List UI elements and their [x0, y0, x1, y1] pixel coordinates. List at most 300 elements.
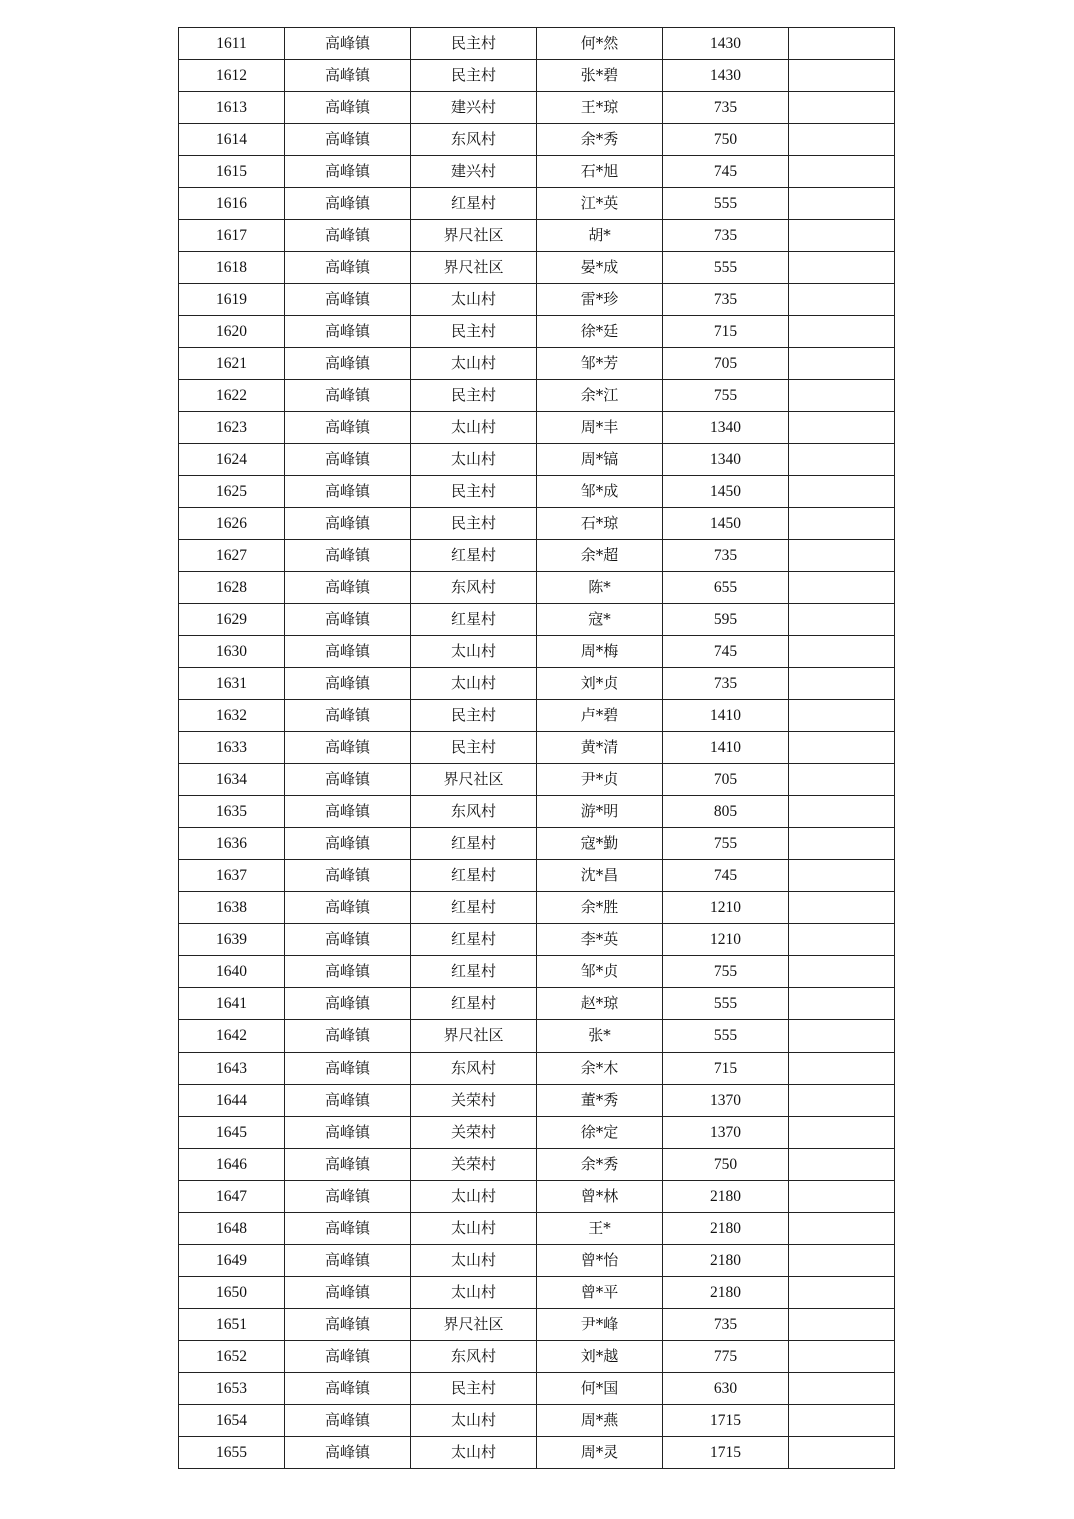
- table-row: [179, 28, 895, 60]
- note-cell: [789, 124, 895, 156]
- town-cell: 高峰镇: [285, 540, 411, 572]
- table-row: [179, 796, 895, 828]
- village-cell: 建兴村: [411, 92, 537, 124]
- amount-cell: 715: [663, 316, 789, 348]
- amount-cell: 555: [663, 988, 789, 1020]
- village-cell: 民主村: [411, 60, 537, 92]
- person-name-cell: 张*碧: [537, 60, 663, 92]
- village-cell: 民主村: [411, 28, 537, 60]
- note-cell: [789, 604, 895, 636]
- person-name-cell: 李*英: [537, 924, 663, 956]
- serial-number-cell: 1630: [179, 636, 285, 668]
- table-body: [179, 28, 895, 1469]
- town-cell: 高峰镇: [285, 316, 411, 348]
- town-cell: 高峰镇: [285, 1404, 411, 1436]
- serial-number-cell: 1635: [179, 796, 285, 828]
- table-row: [179, 92, 895, 124]
- village-cell: 关荣村: [411, 1148, 537, 1180]
- amount-cell: 1715: [663, 1404, 789, 1436]
- amount-cell: 755: [663, 956, 789, 988]
- village-cell: 建兴村: [411, 156, 537, 188]
- amount-cell: 1370: [663, 1116, 789, 1148]
- town-cell: 高峰镇: [285, 1148, 411, 1180]
- village-cell: 东风村: [411, 572, 537, 604]
- town-cell: 高峰镇: [285, 508, 411, 540]
- note-cell: [789, 700, 895, 732]
- village-cell: 红星村: [411, 828, 537, 860]
- amount-cell: 755: [663, 380, 789, 412]
- person-name-cell: 徐*廷: [537, 316, 663, 348]
- person-name-cell: 陈*: [537, 572, 663, 604]
- note-cell: [789, 412, 895, 444]
- serial-number-cell: 1652: [179, 1340, 285, 1372]
- person-name-cell: 周*燕: [537, 1404, 663, 1436]
- person-name-cell: 胡*: [537, 220, 663, 252]
- amount-cell: 750: [663, 124, 789, 156]
- note-cell: [789, 1308, 895, 1340]
- village-cell: 东风村: [411, 1340, 537, 1372]
- amount-cell: 750: [663, 1148, 789, 1180]
- village-cell: 红星村: [411, 604, 537, 636]
- village-cell: 关荣村: [411, 1084, 537, 1116]
- town-cell: 高峰镇: [285, 124, 411, 156]
- town-cell: 高峰镇: [285, 92, 411, 124]
- amount-cell: 705: [663, 764, 789, 796]
- village-cell: 界尺社区: [411, 252, 537, 284]
- serial-number-cell: 1647: [179, 1180, 285, 1212]
- serial-number-cell: 1643: [179, 1052, 285, 1084]
- town-cell: 高峰镇: [285, 732, 411, 764]
- person-name-cell: 周*丰: [537, 412, 663, 444]
- note-cell: [789, 220, 895, 252]
- amount-cell: 755: [663, 828, 789, 860]
- serial-number-cell: 1645: [179, 1116, 285, 1148]
- person-name-cell: 寇*勤: [537, 828, 663, 860]
- table-row: [179, 956, 895, 988]
- amount-cell: 735: [663, 540, 789, 572]
- table-row: [179, 828, 895, 860]
- amount-cell: 735: [663, 668, 789, 700]
- person-name-cell: 周*灵: [537, 1436, 663, 1468]
- note-cell: [789, 444, 895, 476]
- village-cell: 关荣村: [411, 1116, 537, 1148]
- serial-number-cell: 1641: [179, 988, 285, 1020]
- table-row: [179, 732, 895, 764]
- person-name-cell: 董*秀: [537, 1084, 663, 1116]
- table-row: [179, 508, 895, 540]
- serial-number-cell: 1638: [179, 892, 285, 924]
- note-cell: [789, 636, 895, 668]
- town-cell: 高峰镇: [285, 284, 411, 316]
- serial-number-cell: 1640: [179, 956, 285, 988]
- amount-cell: 630: [663, 1372, 789, 1404]
- town-cell: 高峰镇: [285, 412, 411, 444]
- note-cell: [789, 764, 895, 796]
- serial-number-cell: 1642: [179, 1020, 285, 1052]
- note-cell: [789, 1020, 895, 1052]
- table-row: [179, 1340, 895, 1372]
- table-row: [179, 380, 895, 412]
- table-row: [179, 1372, 895, 1404]
- table-row: [179, 252, 895, 284]
- amount-cell: 2180: [663, 1276, 789, 1308]
- village-cell: 界尺社区: [411, 764, 537, 796]
- note-cell: [789, 156, 895, 188]
- note-cell: [789, 1436, 895, 1468]
- town-cell: 高峰镇: [285, 1372, 411, 1404]
- note-cell: [789, 1276, 895, 1308]
- town-cell: 高峰镇: [285, 252, 411, 284]
- amount-cell: 1715: [663, 1436, 789, 1468]
- table-row: [179, 860, 895, 892]
- serial-number-cell: 1654: [179, 1404, 285, 1436]
- village-cell: 太山村: [411, 1212, 537, 1244]
- serial-number-cell: 1633: [179, 732, 285, 764]
- amount-cell: 745: [663, 860, 789, 892]
- village-cell: 太山村: [411, 1244, 537, 1276]
- person-name-cell: 卢*碧: [537, 700, 663, 732]
- serial-number-cell: 1632: [179, 700, 285, 732]
- table-row: [179, 1052, 895, 1084]
- table-row: [179, 188, 895, 220]
- table-row: [179, 476, 895, 508]
- table-row: [179, 1436, 895, 1468]
- amount-cell: 705: [663, 348, 789, 380]
- town-cell: 高峰镇: [285, 1244, 411, 1276]
- serial-number-cell: 1651: [179, 1308, 285, 1340]
- amount-cell: 595: [663, 604, 789, 636]
- serial-number-cell: 1649: [179, 1244, 285, 1276]
- town-cell: 高峰镇: [285, 1180, 411, 1212]
- serial-number-cell: 1613: [179, 92, 285, 124]
- person-name-cell: 晏*成: [537, 252, 663, 284]
- town-cell: 高峰镇: [285, 1084, 411, 1116]
- note-cell: [789, 476, 895, 508]
- person-name-cell: 江*英: [537, 188, 663, 220]
- amount-cell: 1210: [663, 892, 789, 924]
- table-row: [179, 572, 895, 604]
- amount-cell: 1430: [663, 60, 789, 92]
- person-name-cell: 邹*成: [537, 476, 663, 508]
- town-cell: 高峰镇: [285, 796, 411, 828]
- note-cell: [789, 956, 895, 988]
- note-cell: [789, 732, 895, 764]
- village-cell: 红星村: [411, 188, 537, 220]
- serial-number-cell: 1612: [179, 60, 285, 92]
- note-cell: [789, 1180, 895, 1212]
- note-cell: [789, 988, 895, 1020]
- town-cell: 高峰镇: [285, 572, 411, 604]
- note-cell: [789, 380, 895, 412]
- village-cell: 民主村: [411, 732, 537, 764]
- serial-number-cell: 1629: [179, 604, 285, 636]
- town-cell: 高峰镇: [285, 220, 411, 252]
- village-cell: 民主村: [411, 508, 537, 540]
- village-cell: 太山村: [411, 284, 537, 316]
- town-cell: 高峰镇: [285, 1340, 411, 1372]
- serial-number-cell: 1634: [179, 764, 285, 796]
- person-name-cell: 尹*贞: [537, 764, 663, 796]
- town-cell: 高峰镇: [285, 380, 411, 412]
- village-cell: 民主村: [411, 1372, 537, 1404]
- amount-cell: 1340: [663, 412, 789, 444]
- village-cell: 红星村: [411, 892, 537, 924]
- town-cell: 高峰镇: [285, 156, 411, 188]
- note-cell: [789, 828, 895, 860]
- table-row: [179, 1084, 895, 1116]
- table-row: [179, 60, 895, 92]
- table-row: [179, 764, 895, 796]
- town-cell: 高峰镇: [285, 860, 411, 892]
- amount-cell: 735: [663, 220, 789, 252]
- amount-cell: 655: [663, 572, 789, 604]
- town-cell: 高峰镇: [285, 1020, 411, 1052]
- town-cell: 高峰镇: [285, 1308, 411, 1340]
- note-cell: [789, 1212, 895, 1244]
- village-cell: 红星村: [411, 860, 537, 892]
- amount-cell: 2180: [663, 1244, 789, 1276]
- serial-number-cell: 1625: [179, 476, 285, 508]
- town-cell: 高峰镇: [285, 988, 411, 1020]
- person-name-cell: 寇*: [537, 604, 663, 636]
- note-cell: [789, 1148, 895, 1180]
- person-name-cell: 余*秀: [537, 1148, 663, 1180]
- amount-cell: 555: [663, 252, 789, 284]
- village-cell: 东风村: [411, 796, 537, 828]
- serial-number-cell: 1616: [179, 188, 285, 220]
- person-name-cell: 周*镐: [537, 444, 663, 476]
- village-cell: 民主村: [411, 316, 537, 348]
- amount-cell: 1210: [663, 924, 789, 956]
- table-row: [179, 444, 895, 476]
- amount-cell: 1370: [663, 1084, 789, 1116]
- table-row: [179, 348, 895, 380]
- serial-number-cell: 1615: [179, 156, 285, 188]
- town-cell: 高峰镇: [285, 28, 411, 60]
- village-cell: 东风村: [411, 124, 537, 156]
- table-row: [179, 988, 895, 1020]
- serial-number-cell: 1646: [179, 1148, 285, 1180]
- village-cell: 界尺社区: [411, 1020, 537, 1052]
- person-name-cell: 刘*贞: [537, 668, 663, 700]
- town-cell: 高峰镇: [285, 956, 411, 988]
- person-name-cell: 徐*定: [537, 1116, 663, 1148]
- person-name-cell: 邹*芳: [537, 348, 663, 380]
- amount-cell: 1410: [663, 700, 789, 732]
- town-cell: 高峰镇: [285, 892, 411, 924]
- town-cell: 高峰镇: [285, 444, 411, 476]
- note-cell: [789, 60, 895, 92]
- person-name-cell: 游*明: [537, 796, 663, 828]
- serial-number-cell: 1618: [179, 252, 285, 284]
- note-cell: [789, 540, 895, 572]
- table-row: [179, 636, 895, 668]
- note-cell: [789, 1084, 895, 1116]
- note-cell: [789, 1052, 895, 1084]
- note-cell: [789, 1244, 895, 1276]
- amount-cell: 2180: [663, 1180, 789, 1212]
- person-name-cell: 刘*越: [537, 1340, 663, 1372]
- table-row: [179, 1276, 895, 1308]
- person-name-cell: 余*胜: [537, 892, 663, 924]
- person-name-cell: 何*然: [537, 28, 663, 60]
- amount-cell: 555: [663, 1020, 789, 1052]
- person-name-cell: 余*江: [537, 380, 663, 412]
- note-cell: [789, 28, 895, 60]
- table-row: [179, 1212, 895, 1244]
- town-cell: 高峰镇: [285, 1052, 411, 1084]
- serial-number-cell: 1621: [179, 348, 285, 380]
- town-cell: 高峰镇: [285, 476, 411, 508]
- person-name-cell: 赵*琼: [537, 988, 663, 1020]
- village-cell: 民主村: [411, 700, 537, 732]
- village-cell: 民主村: [411, 476, 537, 508]
- person-name-cell: 何*国: [537, 1372, 663, 1404]
- table-row: [179, 924, 895, 956]
- table-row: [179, 668, 895, 700]
- town-cell: 高峰镇: [285, 700, 411, 732]
- serial-number-cell: 1614: [179, 124, 285, 156]
- amount-cell: 1450: [663, 476, 789, 508]
- note-cell: [789, 796, 895, 828]
- serial-number-cell: 1619: [179, 284, 285, 316]
- table-row: [179, 156, 895, 188]
- village-cell: 太山村: [411, 348, 537, 380]
- person-name-cell: 沈*昌: [537, 860, 663, 892]
- village-cell: 界尺社区: [411, 1308, 537, 1340]
- town-cell: 高峰镇: [285, 668, 411, 700]
- person-name-cell: 王*琼: [537, 92, 663, 124]
- serial-number-cell: 1620: [179, 316, 285, 348]
- serial-number-cell: 1637: [179, 860, 285, 892]
- serial-number-cell: 1626: [179, 508, 285, 540]
- note-cell: [789, 188, 895, 220]
- table-row: [179, 1404, 895, 1436]
- serial-number-cell: 1653: [179, 1372, 285, 1404]
- amount-cell: 735: [663, 92, 789, 124]
- village-cell: 东风村: [411, 1052, 537, 1084]
- amount-cell: 775: [663, 1340, 789, 1372]
- person-name-cell: 邹*贞: [537, 956, 663, 988]
- person-name-cell: 曾*平: [537, 1276, 663, 1308]
- amount-cell: 735: [663, 1308, 789, 1340]
- town-cell: 高峰镇: [285, 924, 411, 956]
- amount-cell: 1430: [663, 28, 789, 60]
- town-cell: 高峰镇: [285, 348, 411, 380]
- village-cell: 红星村: [411, 988, 537, 1020]
- person-name-cell: 王*: [537, 1212, 663, 1244]
- village-cell: 太山村: [411, 1276, 537, 1308]
- note-cell: [789, 1372, 895, 1404]
- amount-cell: 805: [663, 796, 789, 828]
- serial-number-cell: 1622: [179, 380, 285, 412]
- note-cell: [789, 860, 895, 892]
- table-row: [179, 540, 895, 572]
- person-name-cell: 雷*珍: [537, 284, 663, 316]
- village-cell: 太山村: [411, 1180, 537, 1212]
- village-cell: 红星村: [411, 924, 537, 956]
- note-cell: [789, 316, 895, 348]
- note-cell: [789, 892, 895, 924]
- amount-cell: 1340: [663, 444, 789, 476]
- village-cell: 民主村: [411, 380, 537, 412]
- table-row: [179, 220, 895, 252]
- amount-cell: 735: [663, 284, 789, 316]
- table-row: [179, 604, 895, 636]
- person-name-cell: 石*琼: [537, 508, 663, 540]
- village-cell: 太山村: [411, 1436, 537, 1468]
- table-row: [179, 700, 895, 732]
- serial-number-cell: 1631: [179, 668, 285, 700]
- town-cell: 高峰镇: [285, 764, 411, 796]
- town-cell: 高峰镇: [285, 1116, 411, 1148]
- serial-number-cell: 1624: [179, 444, 285, 476]
- note-cell: [789, 924, 895, 956]
- note-cell: [789, 1340, 895, 1372]
- village-cell: 红星村: [411, 540, 537, 572]
- note-cell: [789, 572, 895, 604]
- table-row: [179, 1148, 895, 1180]
- note-cell: [789, 348, 895, 380]
- note-cell: [789, 668, 895, 700]
- serial-number-cell: 1650: [179, 1276, 285, 1308]
- amount-cell: 1410: [663, 732, 789, 764]
- village-cell: 太山村: [411, 444, 537, 476]
- table-row: [179, 124, 895, 156]
- village-cell: 红星村: [411, 956, 537, 988]
- data-table: [178, 27, 895, 1469]
- village-cell: 界尺社区: [411, 220, 537, 252]
- serial-number-cell: 1655: [179, 1436, 285, 1468]
- person-name-cell: 周*梅: [537, 636, 663, 668]
- amount-cell: 1450: [663, 508, 789, 540]
- table-row: [179, 1308, 895, 1340]
- amount-cell: 2180: [663, 1212, 789, 1244]
- serial-number-cell: 1648: [179, 1212, 285, 1244]
- person-name-cell: 黄*清: [537, 732, 663, 764]
- amount-cell: 715: [663, 1052, 789, 1084]
- village-cell: 太山村: [411, 636, 537, 668]
- note-cell: [789, 92, 895, 124]
- table-row: [179, 284, 895, 316]
- village-cell: 太山村: [411, 668, 537, 700]
- note-cell: [789, 508, 895, 540]
- table-row: [179, 1020, 895, 1052]
- table-row: [179, 892, 895, 924]
- serial-number-cell: 1636: [179, 828, 285, 860]
- person-name-cell: 余*木: [537, 1052, 663, 1084]
- person-name-cell: 余*秀: [537, 124, 663, 156]
- person-name-cell: 张*: [537, 1020, 663, 1052]
- village-cell: 太山村: [411, 412, 537, 444]
- serial-number-cell: 1617: [179, 220, 285, 252]
- amount-cell: 745: [663, 156, 789, 188]
- table-row: [179, 1116, 895, 1148]
- town-cell: 高峰镇: [285, 828, 411, 860]
- serial-number-cell: 1644: [179, 1084, 285, 1116]
- town-cell: 高峰镇: [285, 604, 411, 636]
- amount-cell: 555: [663, 188, 789, 220]
- serial-number-cell: 1627: [179, 540, 285, 572]
- serial-number-cell: 1623: [179, 412, 285, 444]
- town-cell: 高峰镇: [285, 1436, 411, 1468]
- person-name-cell: 尹*峰: [537, 1308, 663, 1340]
- note-cell: [789, 1404, 895, 1436]
- table-row: [179, 316, 895, 348]
- person-name-cell: 石*旭: [537, 156, 663, 188]
- person-name-cell: 曾*林: [537, 1180, 663, 1212]
- serial-number-cell: 1639: [179, 924, 285, 956]
